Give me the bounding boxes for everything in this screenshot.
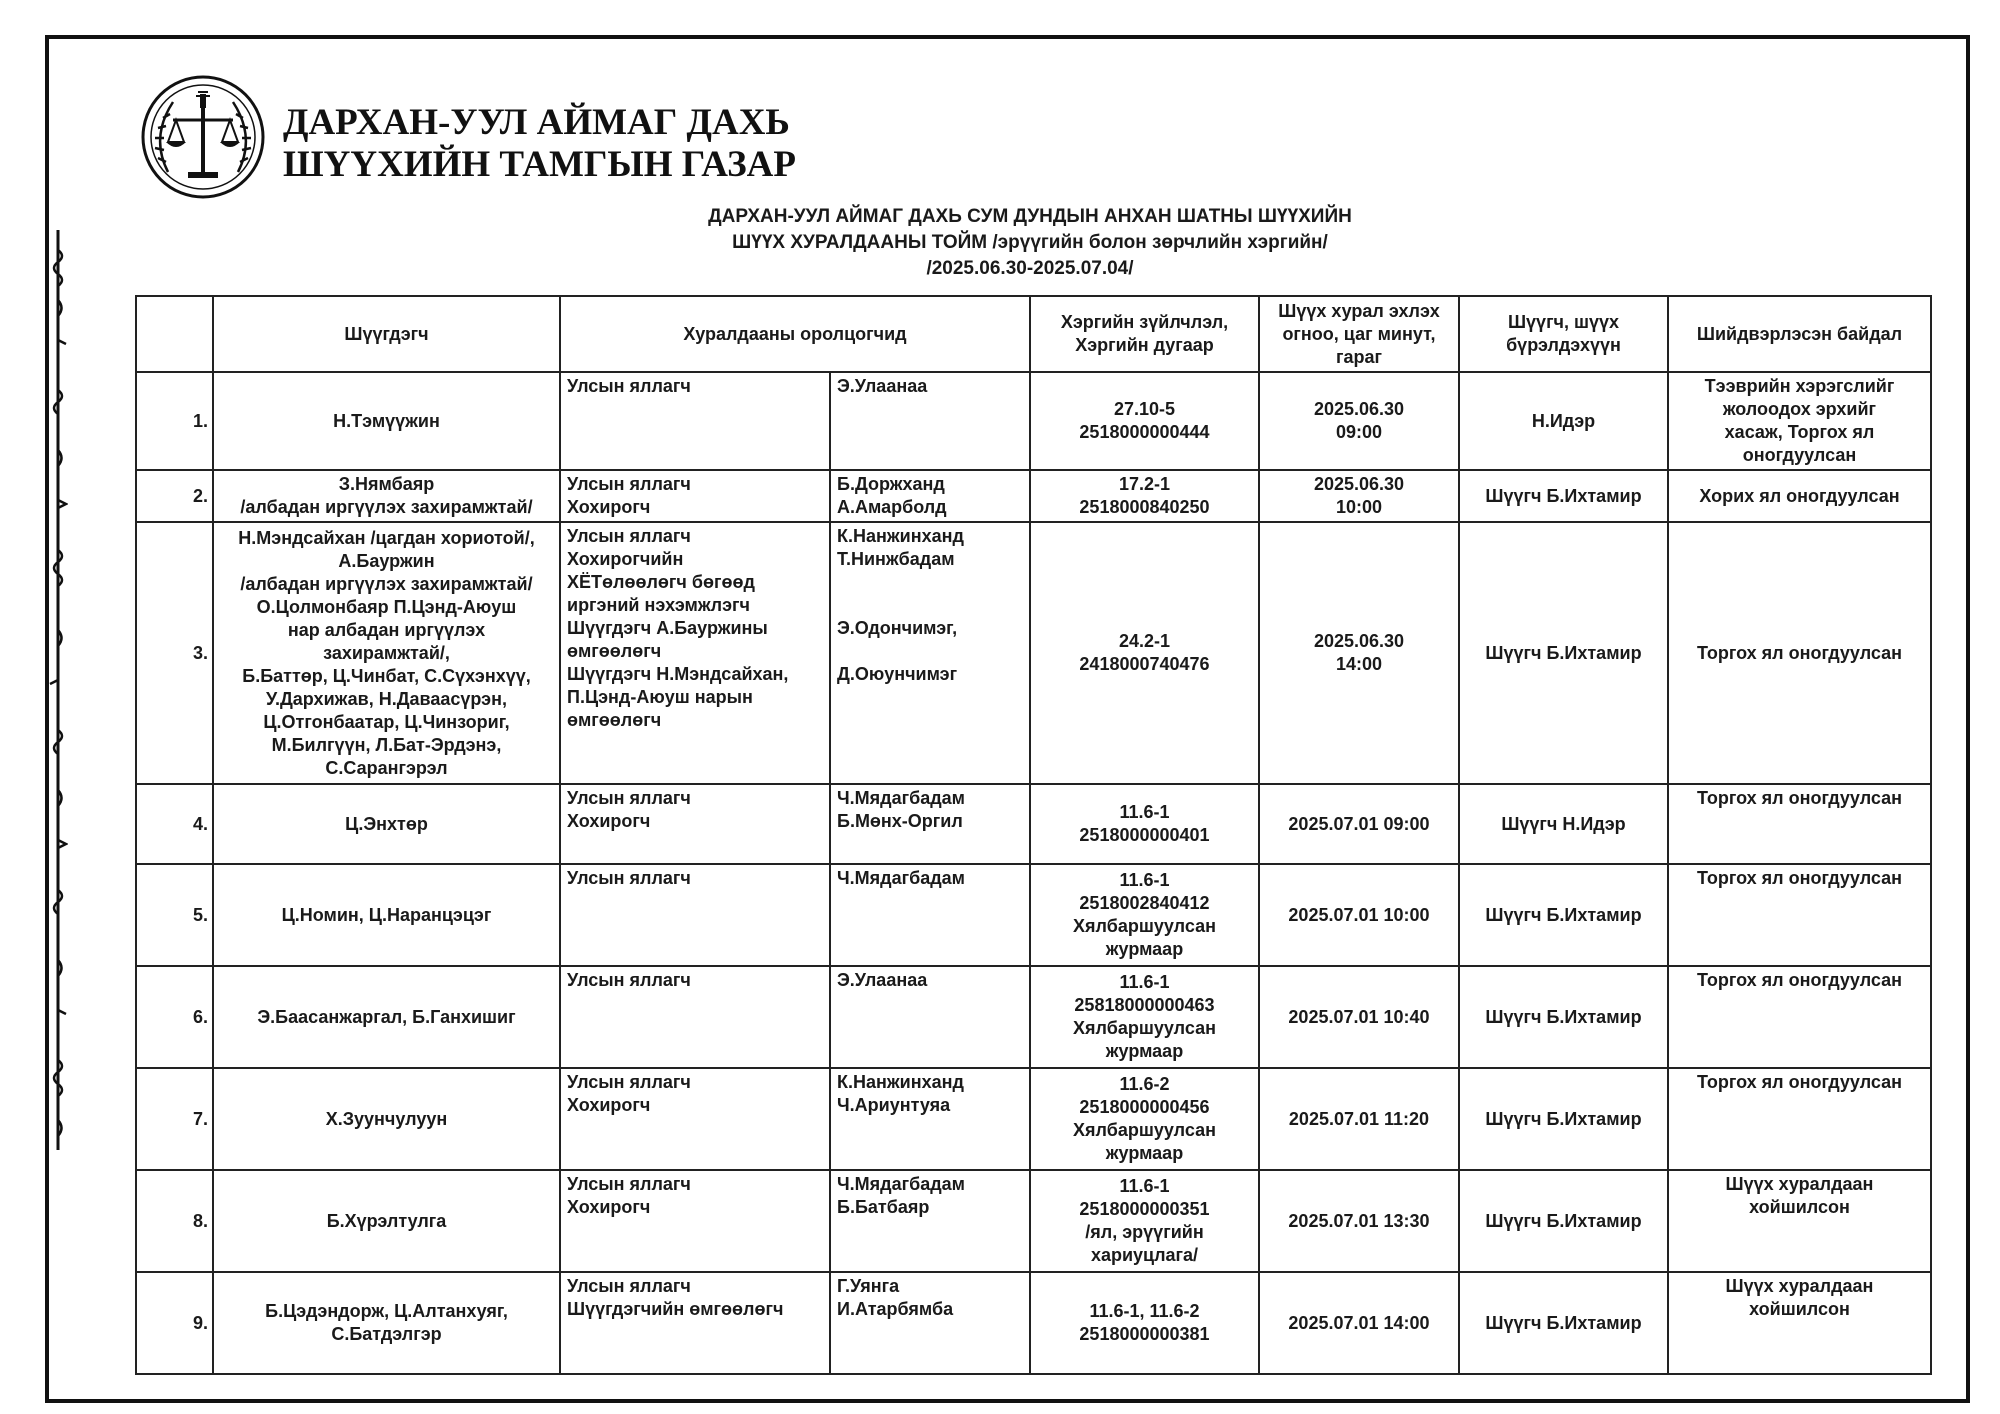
participant-names-cell: [830, 864, 1030, 966]
hearing-datetime-cell: [1259, 1170, 1459, 1272]
defendant-line: /албадан иргүүлэх захирамжтай/: [240, 573, 533, 594]
defendant-cell: [213, 1170, 560, 1272]
article-case-number-line: 2518000000381: [1079, 1324, 1210, 1344]
hearing-datetime-line: 09:00: [1335, 422, 1383, 442]
defendant-line: Э.Баасанжаргал, Б.Ганхишиг: [257, 1006, 516, 1027]
table-row: [136, 470, 1931, 522]
defendant-line: Б.Хүрэлтулга: [326, 1210, 447, 1231]
article-case-number-line: 2518000000444: [1079, 422, 1210, 442]
article-case-number-cell: [1030, 1272, 1259, 1374]
defendant-line: А.Бауржин: [338, 550, 435, 571]
participant-roles-line: Улсын яллагч: [567, 1174, 691, 1194]
defendant-line: Н.Мэндсайхан /цагдан хориотой/,: [238, 527, 535, 548]
hearing-datetime-cell: [1259, 784, 1459, 864]
article-case-number-line: 27.10-5: [1113, 399, 1176, 419]
hearing-datetime-cell: [1259, 864, 1459, 966]
header-datetime-line: Шүүх хурал эхлэх: [1278, 300, 1440, 321]
decision-line: Шүүх хуралдаан: [1725, 1276, 1874, 1296]
hearing-datetime-line: 2025.07.01 09:00: [1288, 813, 1430, 834]
judge-cell: Н.Идэр: [1459, 372, 1668, 470]
article-case-number-cell: [1030, 1170, 1259, 1272]
participant-roles-cell: [560, 864, 830, 966]
defendant-cell: [213, 1068, 560, 1170]
decision-line: Шүүх хуралдаан: [1725, 1174, 1874, 1194]
hearing-datetime-cell: [1259, 1272, 1459, 1374]
article-case-number-line: 2518000000351: [1079, 1199, 1210, 1219]
article-case-number-line: журмаар: [1105, 939, 1184, 959]
row-number-cell: 5.: [136, 864, 213, 966]
row-number-cell: 3.: [136, 522, 213, 784]
court-scales-emblem-icon: [138, 72, 268, 202]
header-defendant: Шүүгдэгч: [213, 296, 560, 372]
defendant-line: У.Дархижав, Н.Даваасүрэн,: [266, 688, 507, 709]
participant-roles-line: өмгөөлөгч: [567, 641, 662, 661]
participant-names-line: Ч.Мядагбадам: [837, 868, 965, 888]
participant-roles-line: Улсын яллагч: [567, 474, 691, 494]
participant-roles-line: Улсын яллагч: [567, 970, 691, 990]
table-row: [136, 1272, 1931, 1374]
article-case-number-line: Хялбаршуулсан: [1073, 1120, 1216, 1140]
row-number-cell: 6.: [136, 966, 213, 1068]
hearing-datetime-line: 2025.07.01 10:00: [1288, 904, 1430, 925]
row-number-cell: 8.: [136, 1170, 213, 1272]
hearing-datetime-cell: [1259, 372, 1459, 470]
participant-names-line: И.Атарбямба: [837, 1299, 954, 1319]
decision-cell: [1668, 966, 1931, 1068]
decision-cell: [1668, 522, 1931, 784]
participant-roles-line: Улсын яллагч: [567, 1276, 691, 1296]
article-case-number-line: 24.2-1: [1118, 631, 1171, 651]
defendant-line: нар албадан иргүүлэх: [287, 619, 486, 640]
hearing-datetime-line: 2025.07.01 13:30: [1288, 1210, 1430, 1231]
hearing-datetime-cell: [1259, 966, 1459, 1068]
article-case-number-line: 25818000000463: [1074, 995, 1215, 1015]
participant-names-line: Т.Нинжбадам: [837, 549, 955, 569]
header-article-line: Хэргийн зүйлчлэл,: [1060, 312, 1229, 332]
row-number-cell: 2.: [136, 470, 213, 522]
row-number-cell: 9.: [136, 1272, 213, 1374]
row-number-cell: 7.: [136, 1068, 213, 1170]
table-row: [136, 784, 1931, 864]
participant-roles-line: Улсын яллагч: [567, 788, 691, 808]
participant-roles-line: Хохирогч: [567, 1197, 651, 1217]
participant-roles-cell: [560, 1068, 830, 1170]
header-datetime-line: огноо, цаг минут,: [1282, 323, 1436, 344]
participant-names-line: [837, 571, 1023, 594]
participant-roles-line: өмгөөлөгч: [567, 710, 662, 730]
participant-roles-line: Улсын яллагч: [567, 1072, 691, 1092]
article-case-number-line: хариуцлага/: [1090, 1245, 1199, 1265]
defendant-cell: [213, 784, 560, 864]
participant-roles-cell: [560, 1170, 830, 1272]
participant-roles-line: иргэний нэхэмжлэгч: [567, 595, 750, 615]
defendant-line: Х.Зуунчулуун: [325, 1108, 448, 1129]
defendant-cell: [213, 470, 560, 522]
table-body: [136, 372, 1931, 1374]
participant-roles-line: Улсын яллагч: [567, 526, 691, 546]
decision-line: хойшилсон: [1749, 1299, 1850, 1319]
article-case-number-cell: [1030, 470, 1259, 522]
mongolian-script-side-text: [48, 230, 68, 1150]
article-case-number-line: 11.6-2: [1119, 1074, 1170, 1094]
article-case-number-line: 2518002840412: [1079, 893, 1210, 913]
judge-cell: Шүүгч Б.Ихтамир: [1459, 864, 1668, 966]
defendant-line: З.Нямбаяр: [338, 474, 435, 494]
article-case-number-line: 17.2-1: [1118, 474, 1171, 494]
hearing-datetime-cell: [1259, 470, 1459, 522]
judge-cell: Шүүгч Б.Ихтамир: [1459, 470, 1668, 522]
judge-cell: Шүүгч Б.Ихтамир: [1459, 966, 1668, 1068]
table-row: [136, 864, 1931, 966]
participant-roles-line: Шүүгдэгчийн өмгөөлөгч: [567, 1299, 784, 1319]
participant-names-line: Э.Одончимэг,: [837, 618, 958, 638]
participant-names-cell: [830, 1068, 1030, 1170]
article-case-number-line: журмаар: [1105, 1041, 1184, 1061]
article-case-number-line: 2518000000401: [1079, 825, 1210, 845]
defendant-line: С.Батдэлгэр: [331, 1324, 442, 1344]
decision-line: Торгох ял оногдуулсан: [1696, 1072, 1903, 1092]
participant-roles-line: Улсын яллагч: [567, 376, 691, 396]
participant-names-line: Ч.Мядагбадам: [837, 788, 965, 808]
defendant-cell: [213, 966, 560, 1068]
participant-names-line: Ч.Мядагбадам: [837, 1174, 965, 1194]
decision-line: Тээврийн хэрэгслийг: [1704, 376, 1895, 396]
defendant-line: Б.Цэдэндорж, Ц.Алтанхуяг,: [265, 1301, 508, 1321]
title-line-1: ДАРХАН-УУЛ АЙМАГ ДАХЬ СУМ ДУНДЫН АНХАН ШАТНЫ ШҮҮХИЙН: [708, 206, 1352, 227]
participant-names-line: Б.Доржханд: [837, 474, 945, 494]
header-datetime-line: гараг: [1335, 346, 1382, 367]
header-judge-line: Шүүгч, шүүх: [1507, 312, 1620, 332]
defendant-line: О.Цолмонбаяр П.Цэнд-Аюуш: [256, 596, 517, 617]
header-article: [1030, 296, 1259, 372]
header-article-line: Хэргийн дугаар: [1075, 335, 1214, 355]
judge-cell: Шүүгч Б.Ихтамир: [1459, 1170, 1668, 1272]
hearing-datetime-line: 2025.07.01 14:00: [1288, 1312, 1430, 1333]
header-decision: Шийдвэрлэсэн байдал: [1668, 296, 1931, 372]
org-name-line-1: ДАРХАН-УУЛ АЙМАГ ДАХЬ: [283, 102, 790, 143]
participant-names-cell: [830, 1170, 1030, 1272]
participant-roles-line: Шүүгдэгч Н.Мэндсайхан,: [567, 664, 789, 684]
hearing-datetime-line: 2025.06.30: [1313, 631, 1405, 651]
row-number-cell: 1.: [136, 372, 213, 470]
decision-line: хасаж, Торгох ял: [1724, 422, 1875, 442]
decision-cell: [1668, 1068, 1931, 1170]
hearing-datetime-cell: [1259, 1068, 1459, 1170]
participant-roles-line: Хохирогч: [567, 811, 651, 831]
decision-cell: [1668, 864, 1931, 966]
article-case-number-line: 2518000000456: [1079, 1097, 1210, 1117]
defendant-cell: [213, 372, 560, 470]
decision-line: оногдуулсан: [1742, 445, 1857, 465]
participant-names-line: Б.Батбаяр: [837, 1197, 930, 1217]
hearing-datetime-line: 2025.07.01 11:20: [1288, 1108, 1430, 1129]
table-row: [136, 1068, 1931, 1170]
participant-names-line: А.Амарболд: [837, 497, 947, 517]
article-case-number-cell: [1030, 784, 1259, 864]
decision-cell: [1668, 1272, 1931, 1374]
article-case-number-cell: [1030, 1068, 1259, 1170]
article-case-number-line: 2518000840250: [1079, 497, 1210, 517]
header-num: [136, 296, 213, 372]
participant-roles-line: П.Цэнд-Аюуш нарын: [567, 687, 753, 707]
table-header-row: [136, 296, 1931, 372]
article-case-number-cell: [1030, 864, 1259, 966]
decision-cell: [1668, 372, 1931, 470]
participant-roles-cell: [560, 1272, 830, 1374]
decision-line: Хорих ял оногдуулсан: [1699, 485, 1900, 506]
participant-roles-cell: [560, 372, 830, 470]
article-case-number-line: 11.6-1: [1119, 1176, 1170, 1196]
decision-line: жолоодох эрхийг: [1722, 399, 1877, 419]
participant-names-line: Б.Мөнх-Оргил: [837, 811, 963, 831]
participant-names-cell: [830, 784, 1030, 864]
participant-roles-cell: [560, 470, 830, 522]
decision-cell: [1668, 470, 1931, 522]
participant-roles-line: Хохирогч: [567, 1095, 651, 1115]
participant-names-line: Ч.Ариунтуяа: [837, 1095, 951, 1115]
judge-cell: Шүүгч Б.Ихтамир: [1459, 1272, 1668, 1374]
participant-names-line: [837, 640, 1023, 663]
article-case-number-line: 11.6-1: [1119, 972, 1170, 992]
court-emblem: [138, 72, 268, 202]
defendant-line: Н.Тэмүүжин: [333, 410, 440, 431]
participant-roles-line: Улсын яллагч: [567, 868, 691, 888]
judge-cell: Шүүгч Б.Ихтамир: [1459, 1068, 1668, 1170]
defendant-line: Б.Баттөр, Ц.Чинбат, С.Сүхэнхүү,: [242, 665, 531, 686]
article-case-number-line: 11.6-1: [1119, 802, 1170, 822]
hearing-datetime-line: 2025.06.30: [1313, 474, 1405, 494]
judge-cell: Шүүгч Б.Ихтамир: [1459, 522, 1668, 784]
participant-names-cell: [830, 522, 1030, 784]
hearing-datetime-line: 14:00: [1335, 654, 1383, 674]
participant-roles-cell: [560, 522, 830, 784]
article-case-number-line: Хялбаршуулсан: [1073, 916, 1216, 936]
table-row: [136, 1170, 1931, 1272]
participant-names-line: Э.Улаанаа: [837, 970, 928, 990]
article-case-number-line: /ял, эрүүгийн: [1085, 1222, 1204, 1242]
decision-line: Торгох ял оногдуулсан: [1696, 642, 1903, 663]
article-case-number-line: 11.6-1: [1119, 870, 1170, 890]
participant-names-cell: [830, 1272, 1030, 1374]
decision-line: Торгох ял оногдуулсан: [1696, 788, 1903, 808]
header-judge: [1459, 296, 1668, 372]
article-case-number-cell: [1030, 522, 1259, 784]
issuing-organization: [283, 102, 796, 186]
article-case-number-line: журмаар: [1105, 1143, 1184, 1163]
participant-names-line: К.Нанжинханд: [837, 526, 964, 546]
participant-names-line: [837, 594, 1023, 617]
defendant-cell: [213, 864, 560, 966]
table-row: [136, 522, 1931, 784]
table-row: [136, 966, 1931, 1068]
hearing-datetime-line: 10:00: [1335, 497, 1383, 517]
document-title: [650, 204, 1410, 282]
article-case-number-cell: [1030, 966, 1259, 1068]
table-row: [136, 372, 1931, 470]
participant-names-line: Г.Уянга: [837, 1276, 900, 1296]
decision-line: Торгох ял оногдуулсан: [1696, 868, 1903, 888]
defendant-line: С.Сарангэрэл: [325, 757, 448, 778]
row-number-cell: 4.: [136, 784, 213, 864]
defendant-line: Ц.Отгонбаатар, Ц.Чинзориг,: [263, 711, 510, 732]
decision-cell: [1668, 1170, 1931, 1272]
article-case-number-line: 2418000740476: [1079, 654, 1210, 674]
court-hearings-table: [135, 295, 1932, 1375]
decision-cell: [1668, 784, 1931, 864]
article-case-number-line: 11.6-1, 11.6-2: [1089, 1301, 1200, 1321]
defendant-line: Ц.Номин, Ц.Наранцэцэг: [281, 904, 492, 925]
participant-names-cell: [830, 966, 1030, 1068]
header-judge-line: бүрэлдэхүүн: [1506, 335, 1621, 355]
judge-cell: Шүүгч Н.Идэр: [1459, 784, 1668, 864]
defendant-line: захирамжтай/,: [323, 642, 450, 663]
participant-roles-line: ХЁТөлөөлөгч бөгөөд: [567, 572, 755, 592]
title-line-3: /2025.06.30-2025.07.04/: [926, 258, 1134, 279]
participant-names-line: К.Нанжинханд: [837, 1072, 964, 1092]
hearing-datetime-line: 2025.06.30: [1313, 399, 1405, 419]
participant-roles-cell: [560, 784, 830, 864]
defendant-cell: [213, 1272, 560, 1374]
org-name-line-2: ШҮҮХИЙН ТАМГЫН ГАЗАР: [283, 144, 796, 185]
defendant-line: /албадан иргүүлэх захирамжтай/: [240, 497, 533, 517]
hearing-datetime-cell: [1259, 522, 1459, 784]
participant-roles-line: Хохирогч: [567, 497, 651, 517]
hearing-datetime-line: 2025.07.01 10:40: [1288, 1006, 1430, 1027]
decision-line: Торгох ял оногдуулсан: [1696, 970, 1903, 990]
participant-names-cell: [830, 470, 1030, 522]
participant-roles-line: Хохирогчийн: [567, 549, 684, 569]
participant-names-line: Д.Оюунчимэг: [837, 664, 958, 684]
mongolian-script-vertical-text: [48, 230, 68, 1150]
defendant-cell: [213, 522, 560, 784]
participant-names-line: Э.Улаанаа: [837, 376, 928, 396]
participant-names-cell: [830, 372, 1030, 470]
defendant-line: М.Билгүүн, Л.Бат-Эрдэнэ,: [271, 734, 502, 755]
article-case-number-cell: [1030, 372, 1259, 470]
header-datetime: [1259, 296, 1459, 372]
participant-roles-line: Шүүгдэгч А.Бауржины: [567, 618, 768, 638]
article-case-number-line: Хялбаршуулсан: [1073, 1018, 1216, 1038]
defendant-line: Ц.Энхтөр: [345, 813, 428, 834]
title-line-2: ШҮҮХ ХУРАЛДААНЫ ТОЙМ /эрүүгийн болон зөрчлийн хэргийн/: [732, 232, 1328, 253]
header-participants: Хуралдааны оролцогчид: [560, 296, 1030, 372]
participant-roles-cell: [560, 966, 830, 1068]
decision-line: хойшилсон: [1749, 1197, 1850, 1217]
